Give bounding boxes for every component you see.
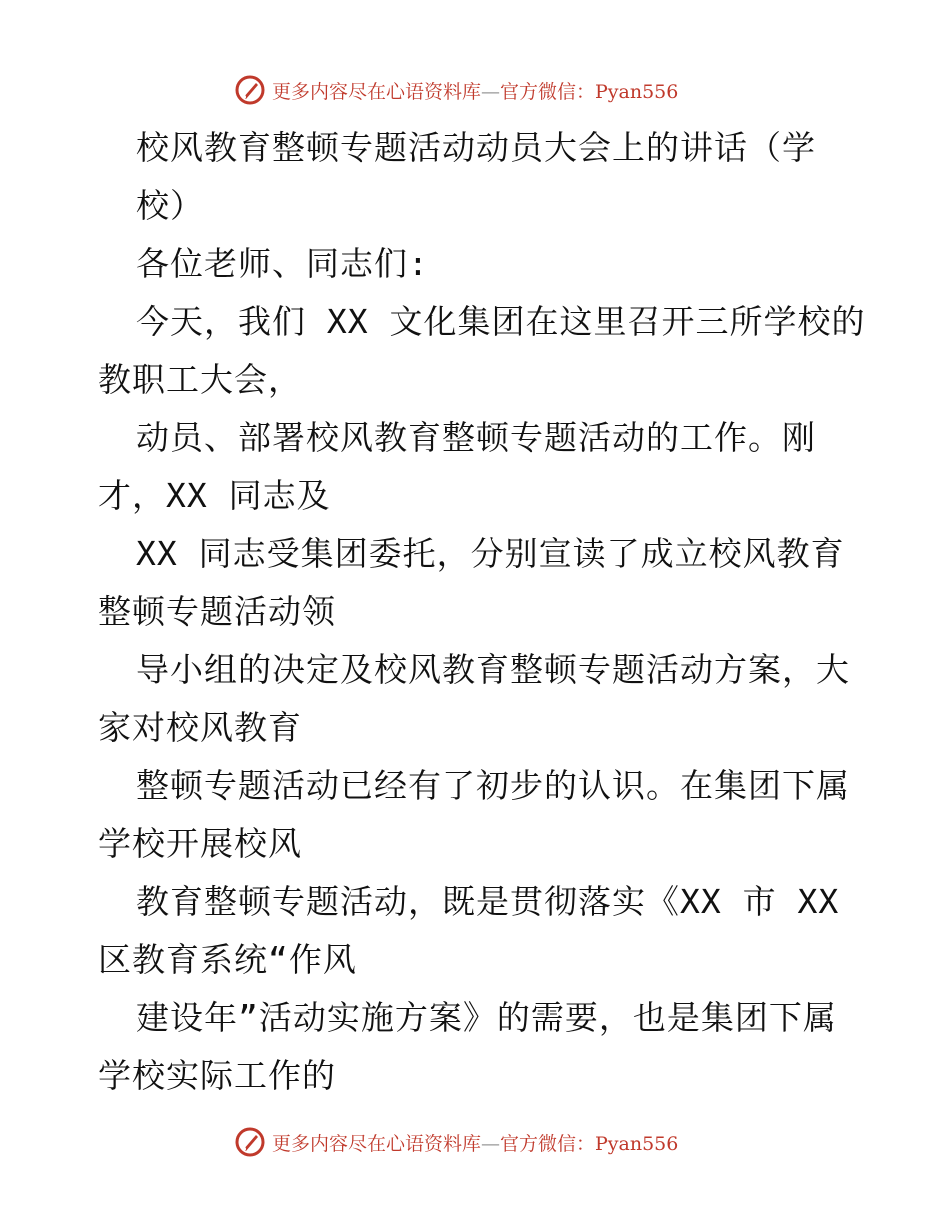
paragraph-line: 教职工大会， — [98, 360, 302, 399]
paragraph-line: 动员、部署校风教育整顿专题活动的工作。刚 — [136, 418, 816, 457]
watermark-contact: 官方微信：Pyan556 — [500, 80, 679, 103]
watermark-text — [272, 1129, 678, 1156]
paragraph-line: 才，XX 同志及 — [98, 476, 331, 515]
watermark-separator: — — [481, 1132, 501, 1155]
paragraph-line: 整顿专题活动领 — [98, 592, 336, 631]
quill-logo-icon — [234, 1126, 266, 1158]
paragraph-line: 学校实际工作的 — [98, 1056, 336, 1095]
footer-watermark — [234, 1124, 678, 1160]
title-line-1: 校风教育整顿专题活动动员大会上的讲话（学 — [136, 128, 816, 167]
paragraph-line: 建设年”活动实施方案》的需要，也是集团下属 — [136, 998, 837, 1037]
watermark-brand: 更多内容尽在心语资料库 — [272, 1132, 482, 1155]
watermark-text — [272, 77, 678, 104]
header-watermark — [234, 72, 678, 108]
watermark-separator: — — [481, 80, 501, 103]
document-body — [98, 119, 866, 1105]
salutation: 各位老师、同志们: — [136, 244, 429, 283]
paragraph-line: 整顿专题活动已经有了初步的认识。在集团下属 — [136, 766, 850, 805]
quill-logo-icon — [234, 74, 266, 106]
watermark-contact: 官方微信：Pyan556 — [500, 1132, 679, 1155]
title-line-2: 校） — [136, 186, 204, 225]
paragraph-line: 今天，我们 XX 文化集团在这里召开三所学校的 — [136, 302, 866, 341]
paragraph-line: 区教育系统“作风 — [98, 940, 357, 979]
paragraph-line: 导小组的决定及校风教育整顿专题活动方案，大 — [136, 650, 850, 689]
paragraph-line: 教育整顿专题活动，既是贯彻落实《XX 市 XX — [136, 882, 840, 921]
watermark-brand: 更多内容尽在心语资料库 — [272, 80, 482, 103]
paragraph-line: XX 同志受集团委托，分别宣读了成立校风教育 — [136, 534, 845, 573]
paragraph-line: 家对校风教育 — [98, 708, 302, 747]
paragraph-line: 学校开展校风 — [98, 824, 302, 863]
